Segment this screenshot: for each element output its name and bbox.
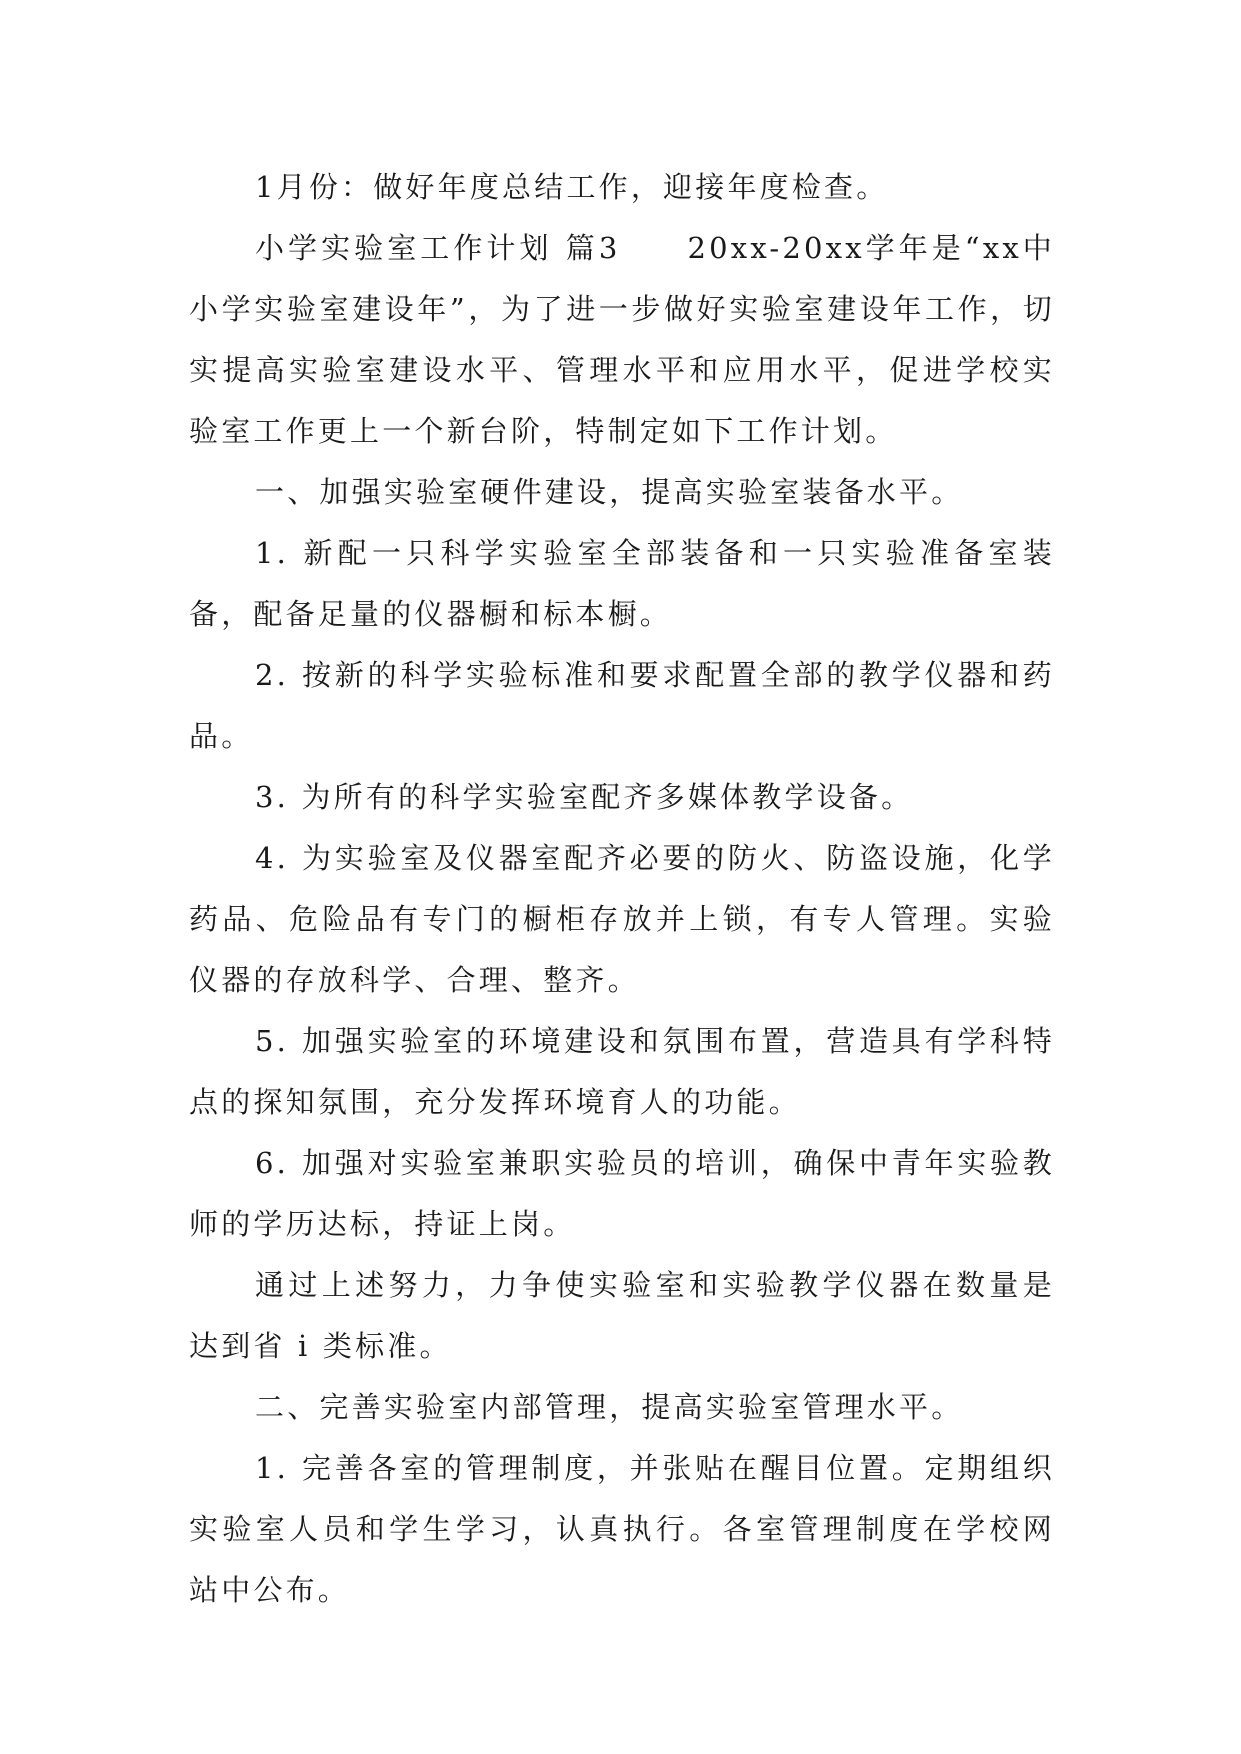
paragraph-item-4-safety: 4. 为实验室及仪器室配齐必要的防火、防盗设施，化学药品、危险品有专门的橱柜存放并上锁，有专人管理。实验仪器的存放科学、合理、整齐。 <box>189 841 1055 997</box>
section-heading-hardware: 一、加强实验室硬件建设，提高实验室装备水平。 <box>255 475 964 509</box>
paragraph-item-1-equipment: 1. 新配一只科学实验室全部装备和一只实验准备室装备，配备足量的仪器橱和标本橱。 <box>189 536 1055 631</box>
paragraph-item-5-environment: 5. 加强实验室的环境建设和氛围布置，营造具有学科特点的探知氛围，充分发挥环境育人的功能。 <box>189 1024 1055 1119</box>
document-page <box>189 157 1055 1621</box>
paragraph-goal-standard: 通过上述努力，力争使实验室和实验教学仪器在数量是达到省 i 类标准。 <box>189 1268 1055 1363</box>
paragraph-plan-intro: 小学实验室工作计划 篇3 20xx-20xx学年是“xx中小学实验室建设年”，为了进一步做好实验室建设年工作，切实提高实验室建设水平、管理水平和应用水平，促进学校实验室工作更上一个新台阶，特制定如下工作计划。 <box>189 231 1055 448</box>
paragraph-item-3-multimedia: 3. 为所有的科学实验室配齐多媒体教学设备。 <box>255 780 914 814</box>
paragraph-item-2-instruments: 2. 按新的科学实验标准和要求配置全部的教学仪器和药品。 <box>189 658 1055 753</box>
paragraph-january-task: 1月份：做好年度总结工作，迎接年度检查。 <box>255 170 889 204</box>
paragraph-item-1-rules: 1. 完善各室的管理制度，并张贴在醒目位置。定期组织实验室人员和学生学习，认真执行。各室管理制度在学校网站中公布。 <box>189 1451 1055 1607</box>
paragraph-item-6-training: 6. 加强对实验室兼职实验员的培训，确保中青年实验教师的学历达标，持证上岗。 <box>189 1146 1055 1241</box>
section-heading-management: 二、完善实验室内部管理，提高实验室管理水平。 <box>255 1390 964 1424</box>
